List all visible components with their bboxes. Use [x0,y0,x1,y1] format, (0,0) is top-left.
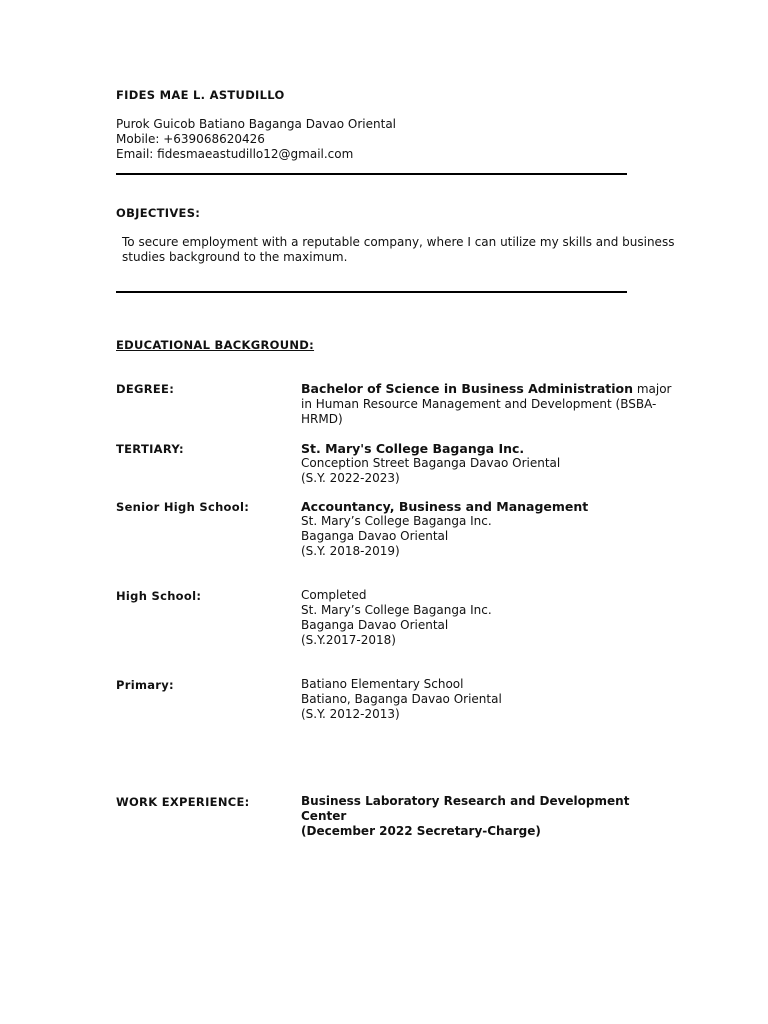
primary-label: Primary: [116,678,174,692]
senior-high-label: Senior High School: [116,500,250,514]
degree-line-2: in Human Resource Management and Development (BSBA- [301,397,657,411]
tertiary-label: TERTIARY: [116,442,184,456]
objectives-line-1: To secure employment with a reputable company, where I can utilize my skills and business [122,235,675,249]
tertiary-details [301,441,560,486]
high-school-details [301,588,492,648]
tertiary-address: Conception Street Baganga Davao Oriental [301,456,561,470]
objectives-heading: OBJECTIVES: [116,206,201,220]
work-line-2: Center [301,809,347,823]
high-school-school: St. Mary’s College Baganga Inc. [301,603,492,617]
tertiary-school: St. Mary's College Baganga Inc. [301,441,525,456]
degree-label: DEGREE: [116,382,175,396]
degree-title-suffix: major [633,382,672,396]
primary-address: Batiano, Baganga Davao Oriental [301,692,502,706]
senior-high-year: (S.Y. 2018-2019) [301,544,400,558]
address-line: Purok Guicob Batiano Baganga Davao Oriental [116,117,397,131]
mobile-line: Mobile: +639068620426 [116,132,265,146]
work-line-3: (December 2022 Secretary-Charge) [301,824,541,838]
tertiary-year: (S.Y. 2022-2023) [301,471,400,485]
primary-school: Batiano Elementary School [301,677,464,691]
work-experience-label: WORK EXPERIENCE: [116,795,250,809]
work-experience-details [301,794,629,839]
degree-title: Bachelor of Science in Business Administration [301,381,634,396]
objectives-divider [116,291,627,293]
education-heading: EDUCATIONAL BACKGROUND: [116,338,315,352]
objectives-line-2: studies background to the maximum. [122,250,348,264]
high-school-year: (S.Y.2017-2018) [301,633,396,647]
high-school-status: Completed [301,588,367,602]
email-line: Email: fidesmaeastudillo12@gmail.com [116,147,354,161]
primary-year: (S.Y. 2012-2013) [301,707,400,721]
degree-line-3: HRMD) [301,412,343,426]
high-school-address: Baganga Davao Oriental [301,618,449,632]
high-school-label: High School: [116,589,202,603]
work-line-1: Business Laboratory Research and Development [301,794,630,808]
senior-high-school: St. Mary’s College Baganga Inc. [301,514,492,528]
senior-high-address: Baganga Davao Oriental [301,529,449,543]
objectives-text [122,235,674,265]
primary-details [301,677,502,722]
senior-high-strand: Accountancy, Business and Management [301,499,589,514]
degree-details [301,381,671,427]
header-divider [116,173,627,175]
applicant-name: FIDES MAE L. ASTUDILLO [116,88,285,102]
senior-high-details [301,499,588,559]
